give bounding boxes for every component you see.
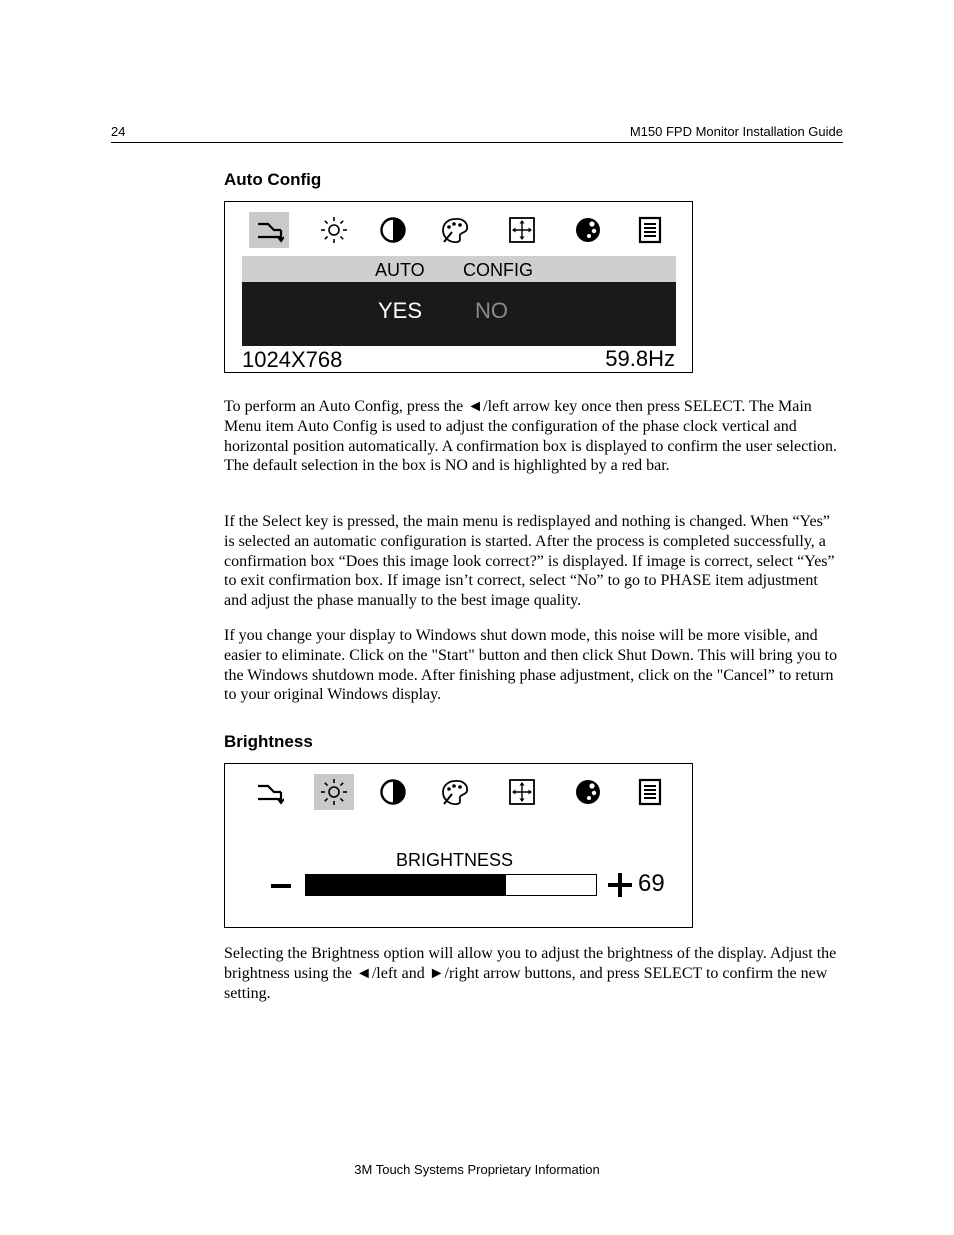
page-header bbox=[111, 124, 843, 143]
osd-auto-config-screen bbox=[224, 201, 693, 373]
osd-selection-bar bbox=[242, 282, 676, 346]
plus-icon-vertical bbox=[618, 873, 622, 897]
menu-info-icon bbox=[630, 212, 670, 248]
contrast-icon bbox=[373, 774, 413, 810]
paragraph-auto-config-1: To perform an Auto Config, press the ◄/left arrow key once then press SELECT. The Main Menu item Auto Config is used to adjust the configuration of the phase clock vertical and horizontal position automatically. A confirmation box is displayed to confirm the user selection. The default selection in the box is NO and is highlighted by a red bar. bbox=[224, 398, 838, 475]
document-title: M150 FPD Monitor Installation Guide bbox=[629, 124, 843, 139]
phase-icon bbox=[568, 212, 608, 248]
osd-brightness-screen bbox=[224, 763, 693, 928]
minus-icon bbox=[271, 884, 291, 888]
brightness-value: 69 bbox=[638, 870, 665, 897]
color-palette-icon bbox=[435, 212, 475, 248]
page-number: 24 bbox=[111, 124, 126, 139]
paragraph-auto-config-2: If the Select key is pressed, the main menu is redisplayed and nothing is changed. When “Yes” is selected an automatic configuration is started. After the process is completed successfully, a confirmation box “Does this image look correct?” is displayed. If image is correct, select “Yes” to exit confirmation box. If image isn’t correct, select “No” to go to PHASE item adjustment and adjust the phase manually to the best image quality. bbox=[224, 513, 835, 610]
osd-resolution: 1024X768 bbox=[242, 347, 343, 372]
brightness-icon bbox=[314, 212, 354, 248]
osd-option-yes: YES bbox=[378, 298, 423, 323]
color-palette-icon bbox=[435, 774, 475, 810]
position-icon bbox=[502, 212, 542, 248]
osd-label-config: CONFIG bbox=[463, 260, 533, 280]
section-title-auto-config: Auto Config bbox=[224, 170, 322, 189]
page-footer: 3M Touch Systems Proprietary Information bbox=[354, 1162, 600, 1177]
auto-config-icon bbox=[249, 212, 289, 248]
paragraph-auto-config-3: If you change your display to Windows shut down mode, this noise will be more visible, and easier to eliminate. Click on the "Start" button and then click Shut Down. This will bring you to the Windows shutdown mode. After finishing phase adjustment, click on the "Cancel” to return to your original Windows display. bbox=[224, 627, 838, 704]
section-title-brightness: Brightness bbox=[224, 732, 313, 751]
osd-label-auto: AUTO bbox=[375, 260, 425, 280]
osd-refresh-rate: 59.8Hz bbox=[605, 346, 675, 371]
osd-option-no: NO bbox=[475, 298, 508, 323]
auto-config-icon bbox=[249, 774, 289, 810]
osd-icon-row bbox=[225, 202, 692, 254]
brightness-slider bbox=[305, 874, 597, 896]
phase-icon bbox=[568, 774, 608, 810]
contrast-icon bbox=[373, 212, 413, 248]
osd-label-brightness: BRIGHTNESS bbox=[396, 850, 514, 870]
menu-info-icon bbox=[630, 774, 670, 810]
osd-title-bar bbox=[242, 256, 676, 282]
brightness-slider-fill bbox=[306, 875, 506, 895]
position-icon bbox=[502, 774, 542, 810]
paragraph-brightness: Selecting the Brightness option will allow you to adjust the brightness of the display. Adjust the brightness using the ◄/left and ►/right arrow buttons, and press SELECT to confirm the new setting. bbox=[224, 945, 837, 1002]
brightness-icon bbox=[314, 774, 354, 810]
osd-icon-row bbox=[225, 764, 692, 816]
